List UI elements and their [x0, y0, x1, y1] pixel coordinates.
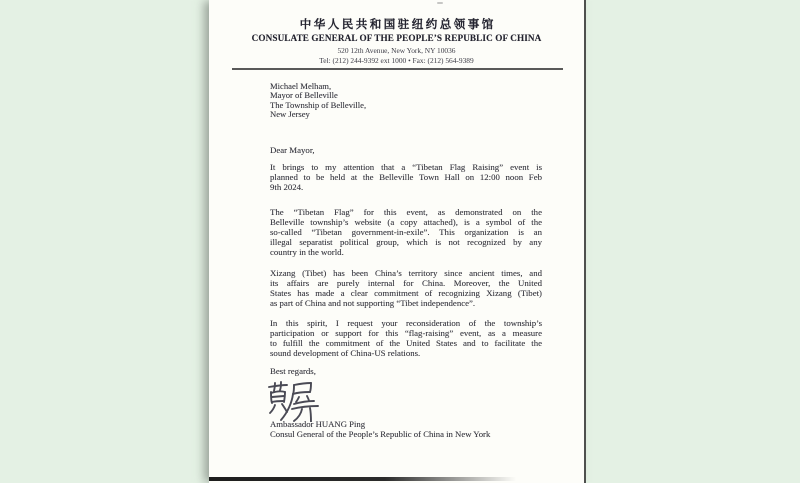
paragraph-line: participation or support for this “flag-raising” event, as a measure [270, 328, 542, 338]
paragraph-line: its affairs are purely internal for China. Moreover, the United [270, 278, 542, 288]
body-paragraph [270, 268, 542, 308]
paragraph-line: It brings to my attention that a “Tibetan Flag Raising” event is [270, 162, 542, 172]
letter-page [209, 0, 586, 483]
recipient-line: The Township of Belleville, [270, 99, 367, 110]
paragraph-line: illegal separatist political group, which is not recognized by any [270, 237, 542, 247]
recipient-line: Mayor of Belleville [270, 90, 338, 101]
body-paragraph [270, 318, 542, 358]
signer-name: Ambassador HUANG Ping [270, 419, 366, 429]
letterhead-address: 520 12th Avenue, New York, NY 10036 [337, 46, 456, 55]
paragraph-line: sound development of China-US relations. [270, 348, 421, 358]
signer-title: Consul General of the People’s Republic of China in New York [270, 428, 491, 439]
letterhead-divider [232, 68, 563, 70]
paragraph-line: country in the world. [270, 247, 344, 257]
paragraph-line: In this spirit, I request your reconsideration of the township’s [270, 318, 542, 328]
body-paragraph [270, 162, 542, 192]
paragraph-line: Belleville township’s website (a copy attached), is a symbol of the [270, 217, 542, 227]
paragraph-line: 9th 2024. [270, 182, 304, 192]
paragraph-line: as part of China and not supporting “Tibet independence”. [270, 298, 476, 308]
paragraph-line: planned to be held at the Belleville Town Hall on 12:00 noon Feb [270, 172, 542, 182]
paragraph-line: States has made a clear commitment of recognizing Xizang (Tibet) [270, 288, 542, 298]
signer-block [270, 420, 542, 440]
paragraph-line: Xizang (Tibet) has been China’s territory since ancient times, and [270, 268, 542, 278]
salutation: Dear Mayor, [270, 145, 315, 155]
body-paragraph [270, 207, 542, 257]
scan-speck [437, 2, 443, 4]
recipient-block [270, 82, 542, 120]
recipient-line: Michael Melham, [270, 81, 332, 91]
paragraph-line: so-called “Tibetan government-in-exile”. This organization is an [270, 227, 542, 237]
letterhead-contact: Tel: (212) 244-9392 ext 1000 • Fax: (212) 564-9389 [319, 55, 474, 65]
recipient-line: New Jersey [270, 109, 310, 120]
letterhead-english-title: CONSULATE GENERAL OF THE PEOPLE’S REPUBLIC OF CHINA [251, 33, 542, 43]
closing: Best regards, [270, 366, 316, 376]
signature-handwriting [267, 378, 323, 422]
paragraph-line: to fulfill the commitment of the United States and to facilitate the [270, 338, 542, 348]
letterhead-chinese-title: 中华人民共和国驻纽约总领事馆 [299, 19, 496, 31]
scan-bottom-edge [209, 477, 529, 481]
paragraph-line: The “Tibetan Flag” for this event, as demonstrated on the [270, 207, 542, 217]
